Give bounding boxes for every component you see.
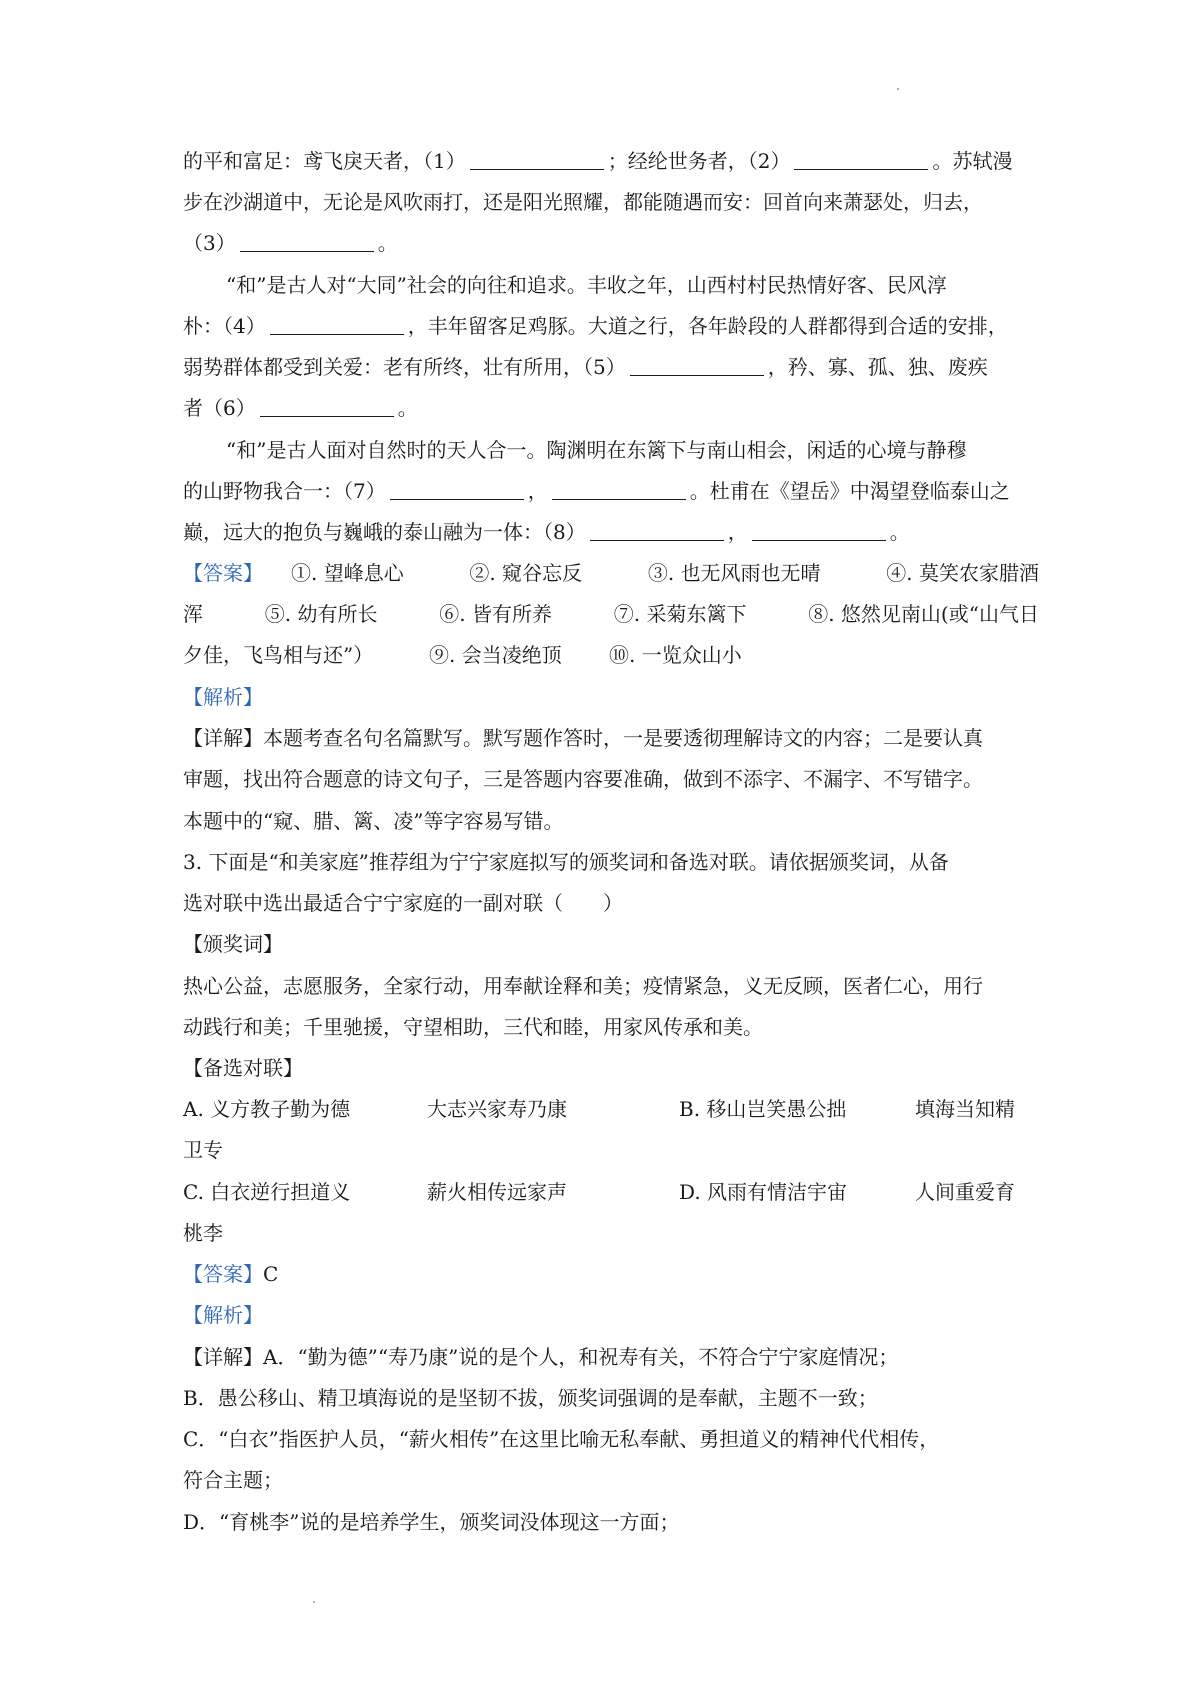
passage-line-5: 朴：（4） ，丰年留客足鸡豚。大道之行，各年龄段的人群都得到合适的安排， — [183, 314, 1008, 338]
blank-6[interactable] — [260, 396, 394, 417]
passage-line-10: 巅，远大的抱负与巍峨的泰山融为一体：（8） ， 。 — [183, 520, 910, 544]
options-row-cd: C. 白衣逆行担道义 薪火相传远家声 D. 风雨有情洁宇宙 人间重爱育 — [183, 1177, 1039, 1207]
option-b-wrap: 卫专 — [183, 1138, 223, 1162]
analysis-label: 【解析】 — [183, 1303, 263, 1327]
blank-5[interactable] — [630, 355, 764, 376]
answer-label: 【答案】 — [183, 1262, 263, 1286]
scan-speck — [897, 88, 899, 90]
answer-1-row-3: 夕佳，飞鸟相与还”） ⑨. 会当凌绝顶 ⑩. 一览众山小 — [183, 643, 742, 667]
analysis-1-detail-line-3: 本题中的“窥、腊、篱、凌”等字容易写错。 — [183, 809, 564, 833]
question-3-line-1: 3. 下面是“和美家庭”推荐组为宁宁家庭拟写的颁奖词和备选对联。请依据颁奖词，从备 — [183, 850, 949, 874]
blank-8a[interactable] — [590, 520, 724, 541]
blank-8b[interactable] — [752, 520, 886, 541]
passage-line-3: （3） 。 — [183, 231, 398, 255]
answer-2 — [183, 1259, 1039, 1289]
analysis-2-line-a: 【详解】A．“勤为德”“寿乃康”说的是个人，和祝寿有关，不符合宁宁家庭情况； — [183, 1345, 899, 1369]
passage-line-4: “和”是古人对“大同”社会的向往和追求。丰收之年，山西村村民热情好客、民风淳 — [226, 273, 947, 297]
option-c[interactable]: C. 白衣逆行担道义 — [183, 1180, 351, 1204]
option-d-wrap: 桃李 — [183, 1221, 223, 1245]
answer-label: 【答案】 — [183, 561, 263, 585]
blank-4[interactable] — [270, 314, 404, 335]
passage-line-2: 步在沙湖道中，无论是风吹雨打，还是阳光照耀，都能随遇而安：回首向来萧瑟处，归去， — [183, 190, 983, 214]
analysis-2-line-c2: 符合主题； — [183, 1468, 283, 1492]
analysis-2-line-b: B．愚公移山、精卫填海说的是坚韧不拔，颁奖词强调的是奉献，主题不一致； — [183, 1386, 878, 1410]
options-row-ab: A. 义方教子勤为德 大志兴家寿乃康 B. 移山岂笑愚公拙 填海当知精 — [183, 1094, 1039, 1124]
analysis-1-detail-line-1: 【详解】本题考查名句名篇默写。默写题作答时，一是要透彻理解诗文的内容；二是要认真 — [183, 726, 983, 750]
passage-line-9: 的山野物我合一：（7） ， 。杜甫在《望岳》中渴望登临泰山之 — [183, 479, 1010, 503]
blank-3[interactable] — [240, 231, 374, 252]
blank-7b[interactable] — [552, 479, 686, 500]
passage-line-1: 的平和富足：鸢飞戾天者，（1） ；经纶世务者，（2） 。苏轼漫 — [183, 149, 1013, 173]
option-a[interactable]: A. 义方教子勤为德 — [183, 1097, 351, 1121]
analysis-label: 【解析】 — [183, 685, 263, 709]
answer-value: C — [263, 1262, 279, 1286]
passage-line-7: 者（6） 。 — [183, 396, 418, 420]
passage-line-8: “和”是古人面对自然时的天人合一。陶渊明在东篱下与南山相会，闲适的心境与静穆 — [226, 438, 967, 462]
blank-1[interactable] — [470, 149, 604, 170]
award-line-1: 热心公益，志愿服务，全家行动，用奉献诠释和美；疫情紧急，义无反顾，医者仁心，用行 — [183, 974, 983, 998]
answer-1-row-1: 【答案】 ①. 望峰息心 ②. 窥谷忘反 ③. 也无风雨也无晴 ④. 莫笑农家腊酒 — [183, 558, 1039, 588]
options-label: 【备选对联】 — [183, 1056, 303, 1080]
analysis-1-detail-line-2: 审题，找出符合题意的诗文句子，三是答题内容要准确，做到不添字、不漏字、不写错字。 — [183, 767, 983, 791]
option-b[interactable]: B. 移山岂笑愚公拙 — [679, 1097, 847, 1121]
award-line-2: 动践行和美；千里驰援，守望相助，三代和睦，用家风传承和美。 — [183, 1015, 763, 1039]
question-3-line-2: 选对联中选出最适合宁宁家庭的一副对联（ ） — [183, 891, 623, 915]
analysis-2-line-d: D．“育桃李”说的是培养学生，颁奖词没体现这一方面； — [183, 1510, 680, 1534]
scan-speck — [313, 1601, 315, 1603]
award-label: 【颁奖词】 — [183, 932, 283, 956]
blank-2[interactable] — [794, 149, 928, 170]
blank-7a[interactable] — [390, 479, 524, 500]
passage-line-6: 弱势群体都受到关爱：老有所终，壮有所用，（5） ，矜、寡、孤、独、废疾 — [183, 355, 988, 379]
option-d[interactable]: D. 风雨有情洁宇宙 — [679, 1180, 848, 1204]
analysis-2-line-c1: C．“白衣”指医护人员，“薪火相传”在这里比喻无私奉献、勇担道义的精神代代相传， — [183, 1427, 940, 1451]
answer-1-row-2: 浑 ⑤. 幼有所长 ⑥. 皆有所养 ⑦. 采菊东篱下 ⑧. 悠然见南山(或“山气日 — [183, 602, 1039, 626]
